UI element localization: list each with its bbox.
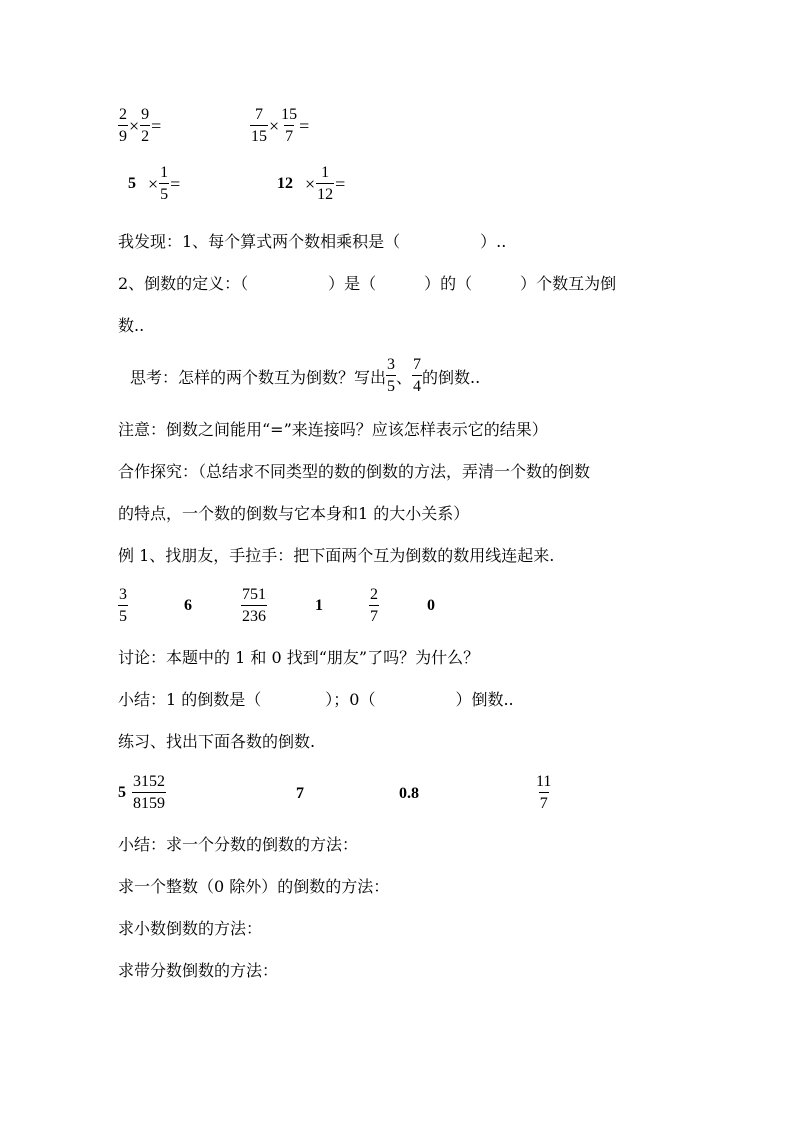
method-decimal-line: 求小数倒数的方法： xyxy=(118,919,263,938)
fraction: $\frac{1}{12}$ xyxy=(317,164,334,203)
think-line: 思考：怎样的两个数互为倒数？写出 $\frac{3}{5}$ 、 $\frac{7}{4}$ 的倒数.. xyxy=(130,356,481,395)
cooperate-line-1: 合作探究：（总结求不同类型的数的倒数的方法，弄清一个数的倒数 xyxy=(118,462,591,481)
fraction: $\frac{2}{7}$ xyxy=(370,586,378,625)
equation-4: 12 × $\frac{1}{12}$ = xyxy=(277,164,346,203)
discover-line: 我发现：1、每个算式两个数相乘积是（ ）.. xyxy=(118,232,507,251)
fraction: $\frac{3152}{8159}$ xyxy=(133,773,165,812)
practice-line: 练习、找出下面各数的倒数. xyxy=(118,732,316,751)
equation-2 xyxy=(250,107,310,145)
times-sign: × xyxy=(148,173,159,194)
method-mixed-line: 求带分数倒数的方法： xyxy=(118,961,279,980)
number: 6 xyxy=(184,597,192,614)
fraction: $\frac{7}{4}$ xyxy=(413,356,422,395)
summary-2-line: 小结：求一个分数的倒数的方法： xyxy=(118,835,359,854)
number: 0.8 xyxy=(399,785,419,802)
fraction: $\frac{1}{5}$ xyxy=(160,164,169,203)
fraction: $\frac{3}{5}$ xyxy=(119,586,127,625)
number: 7 xyxy=(296,785,304,802)
definition-line-1: 2、倒数的定义：（ ）是（ ）的（ ）个数互为倒 xyxy=(118,274,617,293)
number: 0 xyxy=(427,597,435,614)
equals-sign: = xyxy=(151,115,162,136)
equals-sign: = xyxy=(335,173,346,194)
fraction: $\frac{7}{15}$ xyxy=(251,106,267,145)
mixed-number: 5 $\frac{3152}{8159}$ xyxy=(118,773,165,812)
times-sign: × xyxy=(129,115,140,136)
equation-1 xyxy=(118,107,162,145)
times-sign: × xyxy=(305,173,316,194)
cooperate-line-2: 的特点，一个数的倒数与它本身和1 的大小关系） xyxy=(118,504,470,523)
example-1-line: 例 1、找朋友，手拉手：把下面两个互为倒数的数用线连起来. xyxy=(118,546,555,565)
summary-1-line: 小结：1 的倒数是（ ）；0（ ）倒数.. xyxy=(118,690,514,709)
discuss-line: 讨论：本题中的 1 和 0 找到“朋友”了吗？为什么？ xyxy=(118,648,480,667)
equals-sign: = xyxy=(299,115,310,136)
equals-sign: = xyxy=(170,173,181,194)
practice-fraction xyxy=(535,774,552,812)
fraction: $\frac{2}{9}$ xyxy=(119,106,127,145)
method-integer-line: 求一个整数（0 除外）的倒数的方法： xyxy=(118,877,390,896)
equation-3: 5 × $\frac{1}{5}$ = xyxy=(128,164,181,203)
example-numbers xyxy=(118,587,128,625)
fraction: $\frac{15}{7}$ xyxy=(281,106,298,145)
example-fraction xyxy=(241,587,267,625)
fraction: $\frac{11}{7}$ xyxy=(536,773,552,812)
example-fraction xyxy=(369,587,379,625)
number: 1 xyxy=(315,597,323,614)
definition-line-2: 数.. xyxy=(118,316,145,335)
note-line: 注意：倒数之间能用“=”来连接吗？应该怎样表示它的结果） xyxy=(118,420,548,439)
fraction: $\frac{9}{2}$ xyxy=(141,106,150,145)
fraction: $\frac{3}{5}$ xyxy=(387,356,396,395)
fraction: $\frac{751}{236}$ xyxy=(242,586,266,625)
times-sign: × xyxy=(269,115,280,136)
